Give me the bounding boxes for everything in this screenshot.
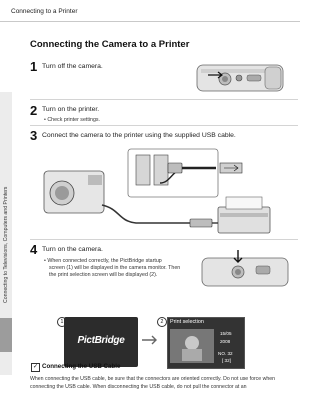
print-selection-title: Print selection: [170, 319, 204, 325]
step-3-number: 3: [30, 128, 38, 143]
step-4-bullet-line-1: When connected correctly, the PictBridge startup: [47, 258, 162, 264]
print-count: [ 32]: [222, 358, 231, 363]
step-divider: [30, 99, 298, 100]
running-header: Connecting to a Printer: [11, 8, 78, 15]
print-date: 15/05: [220, 331, 232, 336]
step-4-bullet-line-3: the print selection screen will be displayed (2).: [49, 272, 158, 278]
print-year: 2008: [220, 339, 231, 344]
note-body: When connecting the USB cable, be sure that the connectors are oriented correctly. Do not use force when connecting the USB cable. When disconnecting the USB cable, do not pull the connector at an: [30, 376, 276, 391]
step-divider: [30, 239, 298, 240]
arrow-right-icon: [140, 333, 162, 347]
step-2-text: Turn on the printer.: [42, 106, 100, 113]
marker-2: 2: [157, 317, 167, 327]
step-4-bullet-line-2: screen (1) will be displayed in the camera monitor. Then: [49, 265, 181, 271]
section-title: Connecting the Camera to a Printer: [30, 39, 190, 50]
step-1-text: Turn off the camera.: [42, 63, 103, 70]
pictbridge-logo: PictBridge: [77, 335, 125, 346]
side-tab-label: Connecting to Televisions, Computers and Printers: [3, 186, 9, 304]
step-4-bullet: • When connected correctly, the PictBridge startup screen (1) will be displayed in the camera monitor. Then the print selection screen will be displayed (2).: [44, 258, 194, 279]
usb-connection-illustration: [40, 143, 278, 238]
check-icon: ✓: [32, 364, 39, 370]
marker-1: 1: [57, 317, 67, 327]
step-divider: [30, 125, 298, 126]
step-1-number: 1: [30, 59, 38, 74]
print-number: NO. 32: [218, 351, 233, 356]
note-title: Connecting the USB Cable: [42, 363, 121, 370]
step-3-text: Connect the camera to the printer using the supplied USB cable.: [42, 132, 236, 139]
step-4-number: 4: [30, 242, 38, 257]
step-2-bullet: • Check printer settings.: [44, 117, 101, 123]
step-2-bullet-text: Check printer settings.: [47, 117, 101, 123]
power-button-icon: [204, 69, 226, 81]
thumbnail-image: [170, 329, 214, 363]
header-divider: [0, 21, 300, 22]
step-2-number: 2: [30, 103, 38, 118]
step-4-text: Turn on the camera.: [42, 246, 103, 253]
camera-power-illustration: [200, 250, 292, 292]
